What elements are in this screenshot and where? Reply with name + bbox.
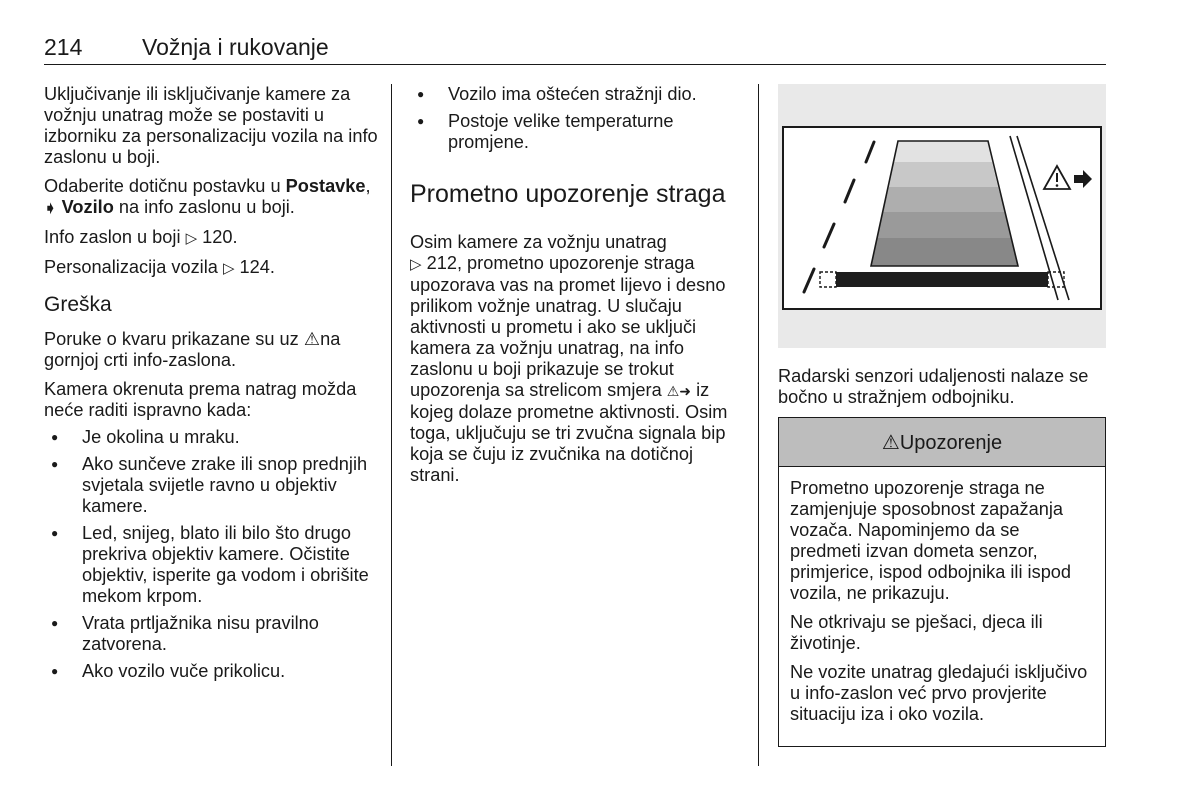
paragraph: Ne otkrivaju se pješaci, djeca ili životinje. — [790, 612, 1043, 653]
chapter-title: Vožnja i rukovanje — [142, 34, 329, 60]
list-item: ● Vrata prtljažnika nisu pravilno zatvorena. — [44, 613, 380, 655]
warning-title: Upozorenje — [899, 432, 1003, 454]
column-2 — [410, 84, 740, 486]
warning-triangle-icon: ⚠ — [881, 432, 900, 454]
paragraph: Ne vozite unatrag gledajući isključivo u info-zaslon već prvo provjerite situaciju iza i oko vozila. — [790, 662, 1088, 724]
bullet-list — [44, 427, 380, 682]
list-item: ● Je okolina u mraku. — [44, 427, 380, 448]
list-item: ● Ako sunčeve zrake ili snop prednjih svjetala svijetle ravno u objektiv kamere. — [44, 454, 380, 517]
page-number: 214 — [44, 34, 83, 60]
cross-reference: Info zaslon u boji ▷ 120. — [44, 227, 238, 247]
bullet-list — [410, 84, 740, 153]
column-3 — [778, 366, 1106, 408]
paragraph: Uključivanje ili isključivanje kamere za vožnju unatrag može se postaviti u izborniku za personalizaciju vozila na info zaslonu u boji. — [44, 84, 378, 167]
section-heading: Greška — [44, 293, 112, 316]
page-reference-icon: ▷ — [410, 256, 422, 273]
paragraph: Poruke o kvaru prikazane su uz ⚠na gornjoj crti info-zaslona. — [44, 329, 341, 370]
column-1 — [44, 84, 380, 688]
list-item: ● Led, snijeg, blato ili bilo što drugo prekriva objektiv kamere. Očistite objektiv, isperite ga vodom i obrišite mekom krpom. — [44, 523, 380, 607]
list-item: ● Ako vozilo vuče prikolicu. — [44, 661, 380, 682]
warning-box — [778, 417, 1106, 747]
menu-path-settings: Postavke — [285, 176, 366, 196]
paragraph: Odaberite dotičnu postavku u Postavke, ➧ Vozilo na info zaslonu u boji. — [44, 176, 371, 217]
distance-band — [889, 162, 998, 187]
cross-reference: Personalizacija vozila ▷ 124. — [44, 257, 275, 277]
column-divider — [758, 84, 759, 766]
section-heading: Prometno upozorenje straga — [410, 180, 726, 208]
page-header — [44, 34, 1106, 65]
warning-body — [779, 467, 1105, 725]
bumper-bar — [836, 272, 1048, 287]
rear-camera-display-illustration — [778, 84, 1106, 348]
warning-triangle-icon: ⚠ — [303, 329, 321, 349]
distance-band — [894, 141, 992, 162]
distance-band — [883, 187, 1005, 212]
page-reference-icon: ▷ — [222, 260, 235, 277]
paragraph: Prometno upozorenje straga ne zamjenjuje sposobnost zapažanja vozača. Napominjemo da se predmeti izvan dometa senzor, primjerice, ispod odbojnika ili ispod vozila, ne prikazuju. — [790, 478, 1072, 603]
paragraph: Kamera okrenuta prema natrag možda neće raditi ispravno kada: — [44, 379, 357, 420]
column-divider — [391, 84, 392, 766]
rear-view-graphic — [778, 84, 1106, 348]
page-reference-icon: ▷ — [185, 230, 198, 247]
menu-path-vehicle: Vozilo — [56, 197, 114, 217]
figure-caption: Radarski senzori udaljenosti nalaze se bočno u stražnjem odbojniku. — [778, 366, 1089, 407]
warning-header — [779, 418, 1105, 467]
paragraph: Osim kamere za vožnju unatrag ▷ 212, prometno upozorenje straga upozorava vas na promet lijevo i desno prilikom vožnje unatrag. U slučaju aktivnosti u prometu i ako se uključi kamera za vožnju unatrag, na info zaslonu u boji prikazuje se trokut upozorenja sa strelicom smjera ⚠➜ iz kojeg dolaze prometne aktivnosti. Osim toga, uključuju se tri zvučna signala bip koja se čuju iz zvučnika na dotičnoj strani. — [410, 232, 728, 485]
warning-triangle-arrow-icon: ⚠➜ — [666, 383, 692, 399]
arrow-right-icon: ➧ — [44, 200, 57, 217]
distance-band — [871, 238, 1018, 266]
distance-band — [877, 212, 1011, 238]
list-item: ● Vozilo ima oštećen stražnji dio. — [410, 84, 740, 105]
list-item: ● Postoje velike temperaturne promjene. — [410, 111, 740, 153]
